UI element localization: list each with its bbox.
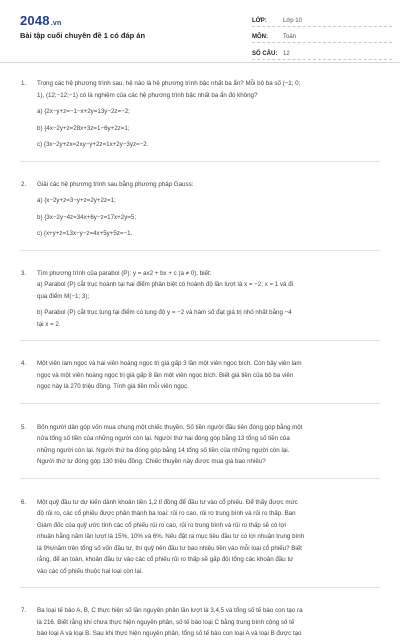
- question-number: 2.: [21, 180, 27, 188]
- question-text-line: Giải các hệ phương trình sau bằng phương pháp Gauss:: [37, 180, 194, 188]
- question-list: [0, 62, 400, 640]
- question-text-line: vào các cổ phiếu thuộc hai loại còn lại.: [37, 567, 143, 575]
- question-text-line: Một viên lam ngọc và hai viên hoàng ngọc trị giá gấp 3 lần một viên ngọc bích. Còn bảy viên lam: [37, 360, 302, 367]
- question-number: 6.: [21, 498, 27, 506]
- question-item: [0, 404, 400, 468]
- question-number: 4.: [21, 360, 27, 367]
- meta-value: 12: [283, 50, 290, 57]
- meta-row-subject: [252, 27, 392, 44]
- site-logo[interactable]: [20, 13, 61, 28]
- question-text-line: Tìm phương trình của parabol (P): y = ax2 + bx + c (a ≠ 0), biết:: [37, 269, 212, 277]
- meta-label: SỐ CÂU:: [252, 50, 278, 57]
- sub-question-line: b) Parabol (P) cắt trục tung tại điểm có tung độ y = −2 và hàm số đạt giá trị nhỏ nhất bằng −4: [37, 309, 292, 316]
- logo-suffix: .vn: [50, 20, 62, 27]
- meta-label: LỚP:: [252, 17, 267, 24]
- meta-info-box: [252, 10, 392, 60]
- question-text-line: nhuận hằng năm lần lượt là 15%, 10% và 6%. Nếu đặt ra mục tiêu đầu tư có lợi nhuận trung bình: [37, 533, 305, 540]
- sub-question-line: a) {x−2y+z=3−y+z=2y+2z=1;: [37, 197, 116, 204]
- question-text-line: ngọc và một viên hoàng ngọc trị giá gấp 8 lần một viên ngọc bích. Biết giá tiền của bộ ba viên: [37, 371, 294, 379]
- sub-question-line: c) {3x−2y+zx=2xy−y+2z=1x+2y−3yz=−2.: [37, 141, 149, 148]
- question-item: [0, 62, 400, 151]
- question-text-line: Trong các hệ phương trình sau, hệ nào là hệ phương trình bậc nhất ba ẩn? Mỗi bộ ba số (−1; 0;: [37, 80, 301, 87]
- question-text-line: Người thứ tư đóng góp 130 triệu đồng. Chiếc thuyền này được mua giá bao nhiêu?: [37, 458, 266, 465]
- meta-value: Lớp 10: [283, 17, 302, 24]
- question-text-line: 1), (12;−12;−1) có là nghiệm của các hệ phương trình bậc nhất ba ẩn đó không?: [37, 91, 258, 99]
- meta-row-class: [252, 10, 392, 27]
- meta-value: Toán: [283, 34, 297, 40]
- worksheet-header: [0, 0, 400, 63]
- question-item: [0, 341, 400, 393]
- meta-row-question-count: [252, 43, 392, 60]
- sub-question-line: a) Parabol (P) cắt trục hoành tại hai điểm phân biệt có hoành độ lần lượt là x = −2; x = 1 và đi: [37, 281, 294, 288]
- question-text-line: ngọc này là 270 triệu đồng. Tính giá tiền mỗi viên ngọc.: [37, 383, 189, 390]
- question-item: [0, 251, 400, 331]
- question-text-line: độ rủi ro, các cổ phiếu được phân thành ba loại: rủi ro cao, rủi ro trung bình và rủi ro thấp. Ban: [37, 510, 296, 517]
- question-number: 5.: [21, 423, 27, 431]
- question-text-line: Bốn người dân góp vốn mua chung một chiếc thuyền. Số tiền người đầu tiên đóng góp bằng một: [37, 423, 303, 431]
- question-item: [0, 162, 400, 240]
- sub-question-line: b) {3x−2y−4z=34x+6y−z=17x+2y=5;: [37, 213, 137, 221]
- logo-text: 2048: [20, 13, 50, 28]
- document-title: Bài tập cuối chuyên đề 1 có đáp án: [20, 31, 146, 40]
- sub-question-line: b) {4x−2y+z=28x+3z=1−6y+2z=1;: [37, 124, 130, 132]
- question-text-line: rằng, để an toàn, khoản đầu tư vào các cổ phiếu rủi ro thấp sẽ gấp đôi tổng các khoản đầu tư: [37, 556, 294, 563]
- meta-label: MÔN:: [252, 34, 268, 40]
- sub-question-line: qua điểm M(−1; 3);: [37, 292, 90, 300]
- question-text-line: Ba loại tế bào A, B, C thực hiện số lần nguyên phân lần lượt là 3,4,5 và tổng số tế bào con tạo ra: [37, 607, 303, 614]
- question-text-line: nửa tổng số tiền của những người còn lại. Người thứ hai đóng góp bằng 13 tổng số tiền của: [37, 435, 290, 442]
- question-text-line: là 216. Biết rằng khi chưa thực hiện nguyên phân, số tế bào loại C bằng trung bình cộng số tế: [37, 618, 295, 626]
- sub-question-line: c) {x+y+z=13x−y−z=4x+5y+5z=−1.: [37, 230, 133, 237]
- question-number: 7.: [21, 607, 27, 614]
- question-item: [0, 588, 400, 640]
- question-text-line: Giám đốc của quỹ ước tính các cổ phiếu rủi ro cao, rủi ro trung bình và rủi ro thấp sẽ có lợi: [37, 521, 286, 529]
- question-item: [0, 479, 400, 578]
- sub-question-line: a) {2x−y+z=−1−x+2y=13y−2z=−2;: [37, 108, 130, 115]
- question-text-line: là 9%/năm trên tổng số vốn đầu tư, thì quỹ nên đầu tư bao nhiêu tiền vào mỗi loại cổ phiếu? Biết: [37, 544, 302, 552]
- question-text-line: Một quỹ đầu tư dự kiến dành khoản tiền 1,2 tỉ đồng để đầu tư vào cổ phiếu. Để thấy được mức: [37, 498, 298, 506]
- question-number: 3.: [21, 269, 27, 277]
- question-text-line: những người còn lại. Người thứ ba đóng góp bằng 14 tổng số tiền của những người còn lại.: [37, 446, 290, 454]
- question-number: 1.: [21, 80, 27, 87]
- question-text-line: bào loại A và loại B. Sau khi thực hiện nguyên phân, tổng số tế bào con loại A và loại B được tạo: [37, 630, 302, 637]
- sub-question-line: tại x = 2.: [37, 320, 61, 328]
